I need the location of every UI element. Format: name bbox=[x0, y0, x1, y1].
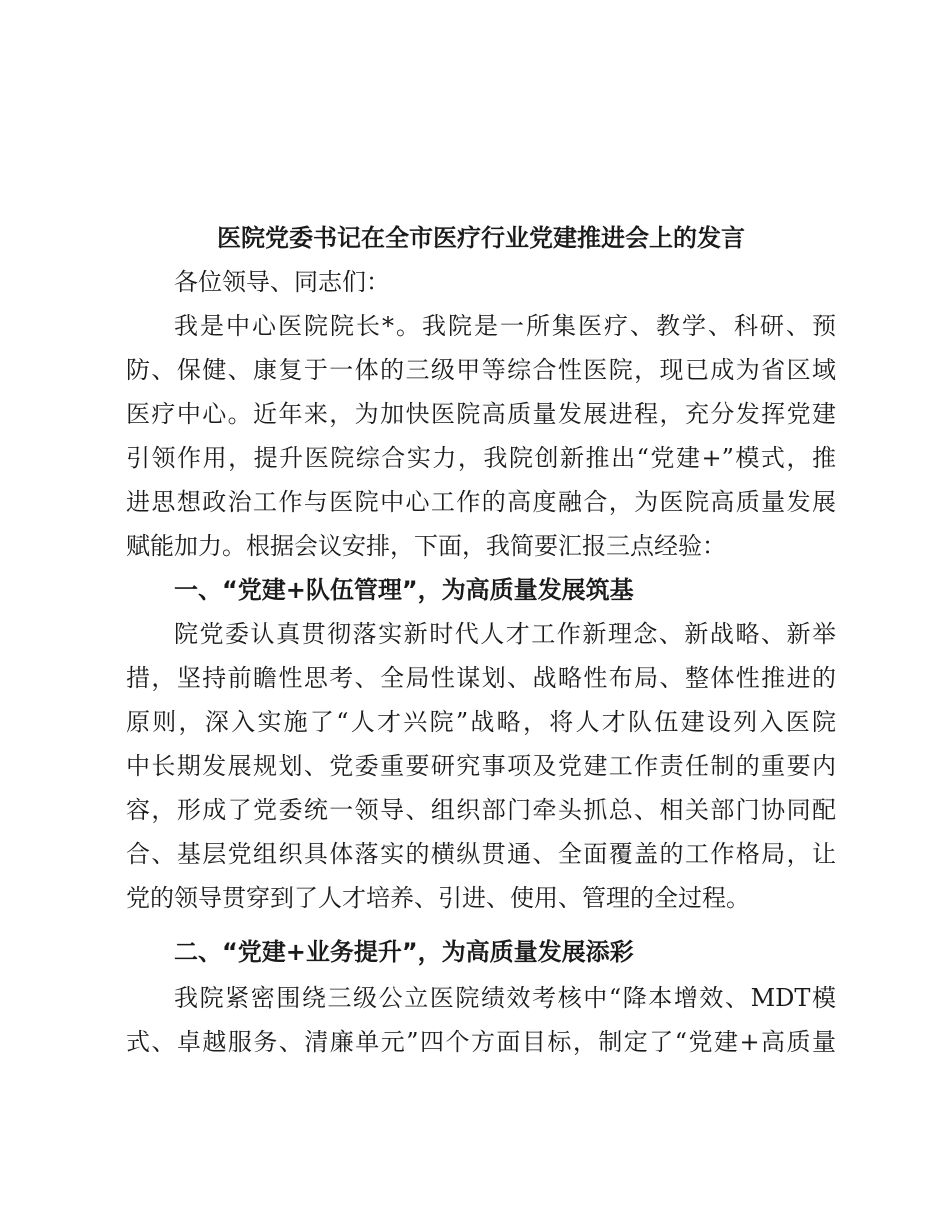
paragraph-line: 原则，深入实施了“人才兴院”战略，将人才队伍建设列入医院 bbox=[126, 708, 836, 736]
paragraph-line: 容，形成了党委统一领导、组织部门牵头抓总、相关部门协同配 bbox=[126, 796, 836, 824]
paragraph-line: 中长期发展规划、党委重要研究事项及党建工作责任制的重要内 bbox=[126, 752, 836, 780]
paragraph-line: 医疗中心。近年来，为加快医院高质量发展进程，充分发挥党建 bbox=[126, 400, 836, 428]
paragraph-line: 赋能加力。根据会议安排，下面，我简要汇报三点经验： bbox=[126, 532, 726, 560]
paragraph-line: 我是中心医院院长*。我院是一所集医疗、教学、科研、预 bbox=[174, 312, 836, 340]
paragraph-line: 引领作用，提升医院综合实力，我院创新推出“党建+”模式，推 bbox=[126, 444, 836, 472]
paragraph-line: 院党委认真贯彻落实新时代人才工作新理念、新战略、新举 bbox=[174, 620, 836, 648]
section-heading-1: 一、“党建+队伍管理”，为高质量发展筑基 bbox=[174, 576, 634, 604]
paragraph-line: 防、保健、康复于一体的三级甲等综合性医院，现已成为省区域 bbox=[126, 356, 836, 384]
paragraph-line: 合、基层党组织具体落实的横纵贯通、全面覆盖的工作格局，让 bbox=[126, 840, 836, 868]
salutation: 各位领导、同志们： bbox=[174, 268, 390, 296]
paragraph-line: 式、卓越服务、清廉单元”四个方面目标，制定了“党建+高质量 bbox=[126, 1028, 836, 1056]
paragraph-line: 党的领导贯穿到了人才培养、引进、使用、管理的全过程。 bbox=[126, 884, 750, 912]
paragraph-line: 措，坚持前瞻性思考、全局性谋划、战略性布局、整体性推进的 bbox=[126, 664, 836, 692]
paragraph-line: 我院紧密围绕三级公立医院绩效考核中“降本增效、MDT模 bbox=[174, 984, 836, 1012]
paragraph-line: 进思想政治工作与医院中心工作的高度融合，为医院高质量发展 bbox=[126, 488, 836, 516]
section-heading-2: 二、“党建+业务提升”，为高质量发展添彩 bbox=[174, 938, 634, 966]
document-title: 医院党委书记在全市医疗行业党建推进会上的发言 bbox=[217, 223, 745, 252]
